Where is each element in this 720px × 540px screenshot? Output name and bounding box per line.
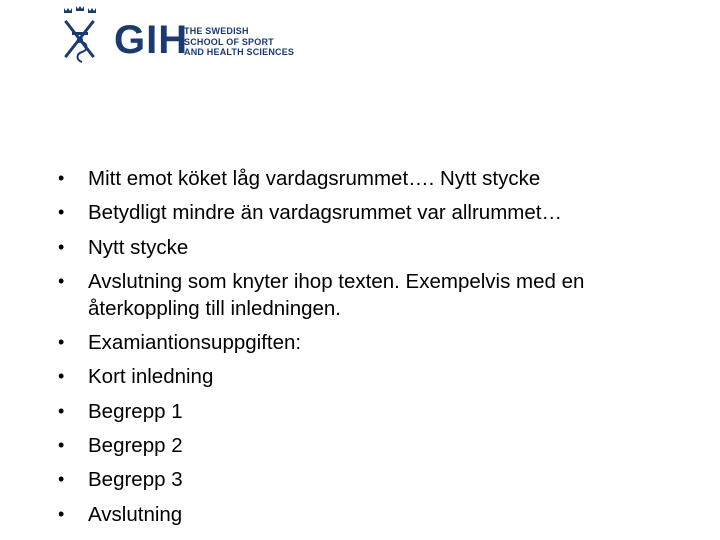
- list-item: [0, 268, 658, 322]
- tagline-line: THE SWEDISH: [184, 26, 249, 36]
- bullet-glyph: •: [58, 270, 65, 291]
- list-item-text: Betydligt mindre än vardagsrummet var allrummet…: [88, 201, 562, 225]
- list-item: [0, 329, 658, 356]
- bullet-glyph: •: [58, 236, 65, 257]
- list-item-text: Avslutning som knyter ihop texten. Exempelvis med en återkoppling till inledningen.: [88, 269, 585, 320]
- list-item-text: Avslutning: [88, 502, 183, 526]
- list-item-text: Nytt stycke: [88, 235, 189, 259]
- bullet-glyph: •: [58, 400, 65, 421]
- list-item: [0, 363, 658, 390]
- list-item: [0, 432, 658, 459]
- bullet-glyph: •: [58, 366, 65, 387]
- list-item: [0, 165, 658, 192]
- bullet-glyph: •: [58, 435, 65, 456]
- bullet-glyph: •: [58, 202, 65, 223]
- list-item: [0, 234, 658, 261]
- list-item-text: Begrepp 3: [88, 468, 183, 492]
- list-item-text: Begrepp 2: [88, 434, 183, 458]
- bullet-glyph: •: [58, 503, 65, 524]
- bullet-glyph: •: [58, 332, 65, 353]
- logo-wordmark: GIH: [114, 18, 189, 62]
- list-item-text: Mitt emot köket låg vardagsrummet…. Nytt stycke: [88, 167, 541, 190]
- tagline-line: SCHOOL OF SPORT: [184, 36, 274, 47]
- list-item: [0, 501, 658, 528]
- bullet-list: [0, 165, 720, 535]
- list-item: [0, 466, 658, 493]
- logo-tagline: [184, 26, 294, 58]
- bullet-glyph: •: [58, 469, 65, 490]
- list-item: [0, 398, 658, 425]
- list-item: [0, 199, 658, 226]
- tagline-line: AND HEALTH SCIENCES: [184, 47, 295, 57]
- bullet-glyph: •: [58, 168, 65, 188]
- list-item-text: Begrepp 1: [88, 399, 183, 423]
- list-item-text: Examiantionsuppgiften:: [88, 331, 302, 355]
- crowns-crest-icon: [52, 6, 108, 66]
- list-item-text: Kort inledning: [88, 365, 214, 389]
